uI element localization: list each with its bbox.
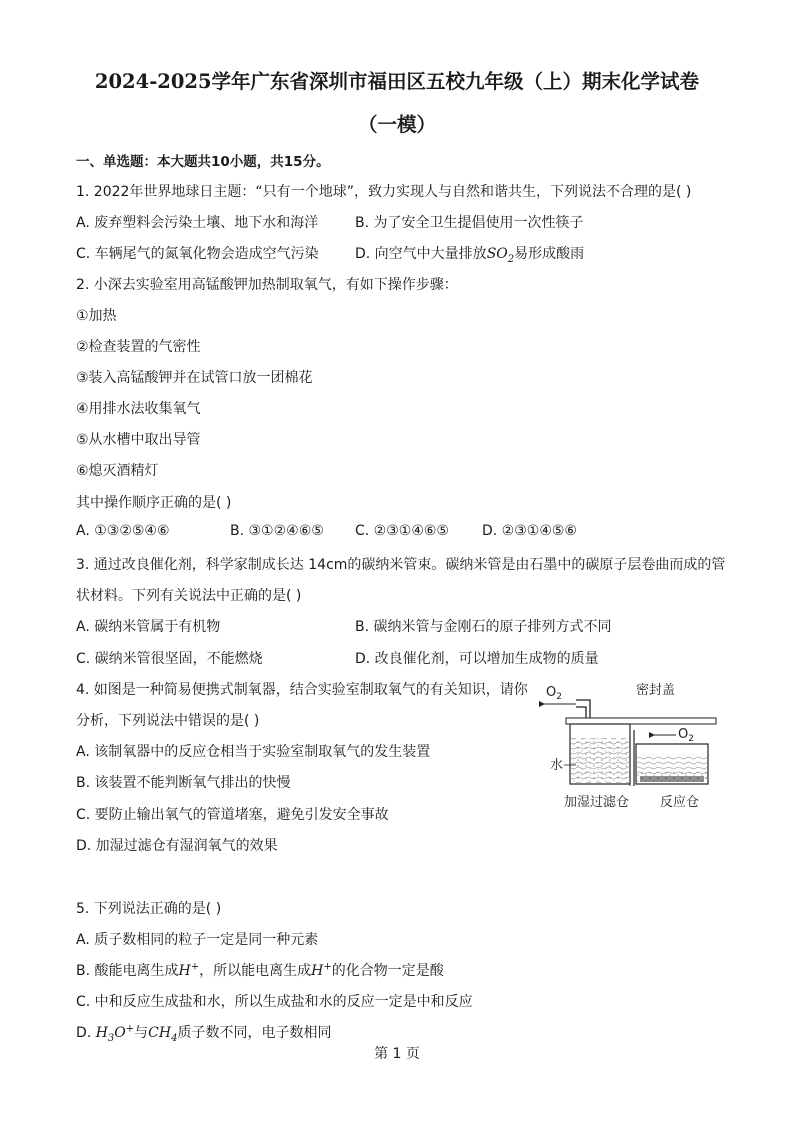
question-1-stem: 1. 2022年世界地球日主题：“只有一个地球”，致力实现人与自然和谐共生，下列说法不合理的是( )	[76, 184, 692, 200]
question-1-option-c: C. 车辆尾气的氮氧化物会造成空气污染	[76, 246, 319, 262]
option-d-text: D. 向空气中大量排放	[355, 246, 487, 262]
question-2-option-c: C. ②③①④⑥⑤	[355, 523, 449, 539]
water-label: 水	[550, 758, 564, 773]
question-4-option-b: B. 该装置不能判断氧气排出的快慢	[76, 775, 291, 791]
section-heading: 一、单选题：本大题共10小题，共15分。	[76, 154, 330, 170]
question-5-option-a: A. 质子数相同的粒子一定是同一种元素	[76, 932, 319, 948]
question-4-stem-cont: 分析，下列说法中错误的是( )	[76, 713, 260, 729]
question-5-option-b: B. 酸能电离生成H+，所以能电离生成H+的化合物一定是酸	[76, 961, 444, 979]
filter-chamber-label: 加湿过滤仓	[564, 795, 630, 810]
question-2-step-6: ⑥熄灭酒精灯	[76, 463, 159, 479]
question-3-stem: 3. 通过改良催化剂，科学家制成长达 14cm的碳纳米管束。碳纳米管是由石墨中的碳原子层卷曲而成的管	[76, 557, 726, 573]
question-3-option-c: C. 碳纳米管很坚固，不能燃烧	[76, 651, 263, 667]
question-3-option-a: A. 碳纳米管属于有机物	[76, 619, 221, 635]
h-plus-ion: H+	[178, 961, 200, 979]
question-1-option-b: B. 为了安全卫生提倡使用一次性筷子	[355, 215, 584, 231]
hydronium-formula: $H_3O^+$	[95, 1023, 135, 1044]
question-1-option-a: A. 废弃塑料会污染土壤、地下水和海洋	[76, 215, 319, 231]
question-4-option-d: D. 加湿过滤仓有湿润氧气的效果	[76, 838, 278, 854]
question-5-option-c: C. 中和反应生成盐和水，所以生成盐和水的反应一定是中和反应	[76, 994, 473, 1010]
question-1-option-d: D. 向空气中大量排放$SO_2$易形成酸雨	[355, 246, 585, 265]
question-2-option-d: D. ②③①④⑤⑥	[482, 523, 577, 539]
question-2-step-3: ③装入高锰酸钾并在试管口放一团棉花	[76, 370, 313, 386]
o2-outlet-label: $O_2$	[546, 685, 562, 702]
question-3-stem-cont: 状材料。下列有关说法中正确的是( )	[76, 588, 302, 604]
question-3-option-b: B. 碳纳米管与金刚石的原子排列方式不同	[355, 619, 612, 635]
question-5-option-d: D. $H_3O^+$与$CH_4$质子数不同，电子数相同	[76, 1023, 332, 1044]
oxygen-generator-diagram	[536, 680, 726, 815]
question-4-option-a: A. 该制氧器中的反应仓相当于实验室制取氧气的发生装置	[76, 744, 431, 760]
exam-title-subtitle: （一模）	[357, 113, 436, 136]
h-plus-ion: H+	[311, 961, 332, 979]
question-2-ask: 其中操作顺序正确的是( )	[76, 495, 232, 511]
reactor-label: 反应仓	[660, 795, 700, 810]
question-4-option-c: C. 要防止输出氧气的管道堵塞，避免引发安全事故	[76, 807, 389, 823]
question-3-option-d: D. 改良催化剂，可以增加生成物的质量	[355, 651, 599, 667]
question-2-step-5: ⑤从水槽中取出导管	[76, 432, 201, 448]
question-5-stem: 5. 下列说法正确的是( )	[76, 901, 222, 917]
exam-title: 2024-2025学年广东省深圳市福田区五校九年级（上）期末化学试卷	[94, 70, 700, 93]
question-2-step-2: ②检查装置的气密性	[76, 339, 201, 355]
page-number: 第 1 页	[374, 1046, 420, 1062]
o2-inner-label: $O_2$	[678, 727, 694, 744]
question-2-step-1: ①加热	[76, 308, 117, 324]
question-2-stem: 2. 小深去实验室用高锰酸钾加热制取氧气，有如下操作步骤：	[76, 277, 458, 293]
methane-formula: $CH_4$	[148, 1025, 178, 1044]
question-4-stem: 4. 如图是一种简易便携式制氧器，结合实验室制取氧气的有关知识，请你	[76, 682, 528, 698]
question-2-step-4: ④用排水法收集氧气	[76, 401, 201, 417]
so2-formula: $SO_2$	[486, 246, 515, 265]
sealed-lid	[566, 718, 716, 724]
lid-label: 密封盖	[636, 683, 676, 698]
question-2-option-b: B. ③①②④⑥⑤	[230, 523, 324, 539]
question-2-option-a: A. ①③②⑤④⑥	[76, 523, 170, 539]
